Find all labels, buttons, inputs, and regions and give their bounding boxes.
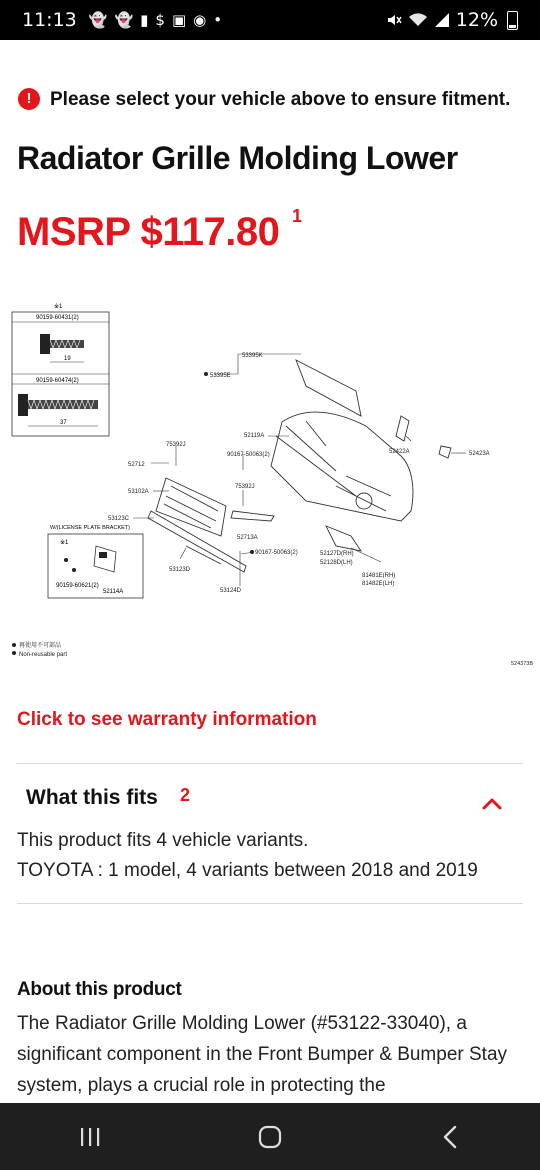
product-title: Radiator Grille Molding Lower	[17, 140, 458, 176]
recent-apps-icon	[78, 1126, 102, 1148]
chevron-up-icon[interactable]	[480, 792, 504, 816]
mute-icon	[386, 12, 402, 28]
svg-text:53124D: 53124D	[220, 588, 242, 594]
divider	[17, 763, 523, 764]
signal-icon	[434, 12, 450, 28]
svg-text:53123C: 53123C	[108, 516, 130, 522]
dot-icon: •	[213, 10, 223, 29]
svg-text:75392J: 75392J	[166, 442, 186, 448]
svg-text:90167-50063(2): 90167-50063(2)	[227, 452, 270, 458]
svg-text:Non-reusable part: Non-reusable part	[19, 652, 68, 658]
fitment-warning-text: Please select your vehicle above to ensure fitment.	[50, 89, 511, 110]
system-status	[386, 0, 518, 40]
part-labels	[108, 353, 490, 594]
status-bar	[0, 0, 540, 40]
recent-apps-button[interactable]	[60, 1117, 120, 1157]
fits-variant-count: This product fits 4 vehicle variants.	[17, 830, 309, 851]
about-heading: About this product	[17, 979, 182, 1000]
svg-text:75392J: 75392J	[235, 484, 255, 490]
svg-text:再使用不可部品: 再使用不可部品	[19, 643, 62, 649]
svg-text:※1: ※1	[60, 540, 69, 546]
fitment-warning	[18, 84, 518, 115]
svg-text:53102A: 53102A	[128, 489, 149, 495]
svg-text:52114A: 52114A	[103, 589, 124, 595]
home-icon	[258, 1125, 282, 1149]
divider	[17, 903, 523, 904]
license-bracket-box	[48, 525, 143, 598]
svg-text:81481E(RH): 81481E(RH)	[362, 573, 396, 579]
warranty-link[interactable]: Click to see warranty information	[17, 709, 317, 730]
svg-text:19: 19	[64, 356, 71, 362]
bolt-spec-box	[12, 303, 109, 436]
parts-diagram[interactable]	[6, 296, 536, 676]
svg-text:90159-60474(2): 90159-60474(2)	[36, 378, 79, 384]
svg-text:37: 37	[60, 420, 67, 426]
svg-text:81482E(LH): 81482E(LH)	[362, 581, 395, 587]
price-footnote[interactable]: 1	[292, 206, 303, 226]
wifi-icon	[408, 12, 428, 28]
fits-section-header[interactable]: What this fits	[26, 786, 158, 809]
svg-text:90159-60621(2): 90159-60621(2)	[56, 583, 99, 589]
diagram-legend	[12, 641, 533, 667]
dollar-icon: $	[155, 10, 165, 29]
svg-text:※1: ※1	[54, 304, 63, 310]
fits-model-summary: TOYOTA : 1 model, 4 variants between 2018 and 2019	[17, 860, 478, 881]
instagram-icon: ▣	[171, 10, 187, 29]
status-time: 11:13	[22, 9, 77, 31]
about-text: The Radiator Grille Molding Lower (#53122-33040), a significant component in the Front Bumper & Bumper Stay system, plays a crucial role in protecting the	[17, 1013, 508, 1096]
fits-footnote[interactable]: 2	[180, 785, 191, 805]
alert-icon: ▮	[140, 10, 149, 29]
svg-text:52119A: 52119A	[244, 433, 265, 439]
svg-text:W/(LICENSE PLATE BRACKET): W/(LICENSE PLATE BRACKET)	[50, 525, 130, 531]
product-price: MSRP $117.80	[17, 210, 280, 254]
battery-percent: 12%	[455, 9, 498, 31]
svg-text:52128D(LH): 52128D(LH)	[320, 560, 353, 566]
notification-icons	[88, 10, 223, 29]
svg-text:524373B: 524373B	[511, 661, 534, 667]
svg-text:52423A: 52423A	[469, 451, 490, 457]
snapchat-icon: 👻	[88, 10, 108, 29]
home-button[interactable]	[240, 1117, 300, 1157]
bumper-drawing	[148, 360, 451, 572]
navigation-bar	[0, 1103, 540, 1170]
svg-text:90159-60431(2): 90159-60431(2)	[36, 315, 79, 321]
battery-icon	[507, 11, 518, 30]
svg-text:52422A: 52422A	[389, 449, 410, 455]
svg-text:53123D: 53123D	[169, 567, 191, 573]
svg-text:52712: 52712	[128, 462, 145, 468]
toon-blast-icon: ◉	[193, 10, 207, 29]
back-button[interactable]	[420, 1117, 480, 1157]
alert-icon: !	[18, 88, 40, 110]
svg-text:53395E: 53395E	[210, 373, 231, 379]
svg-text:52713A: 52713A	[237, 535, 258, 541]
snapchat-icon: 👻	[114, 10, 134, 29]
callout-lines	[133, 354, 466, 586]
svg-text:53395K: 53395K	[242, 353, 263, 359]
svg-text:52127D(RH): 52127D(RH)	[320, 551, 354, 557]
svg-text:90167-50063(2): 90167-50063(2)	[255, 550, 298, 556]
back-icon	[441, 1125, 459, 1149]
